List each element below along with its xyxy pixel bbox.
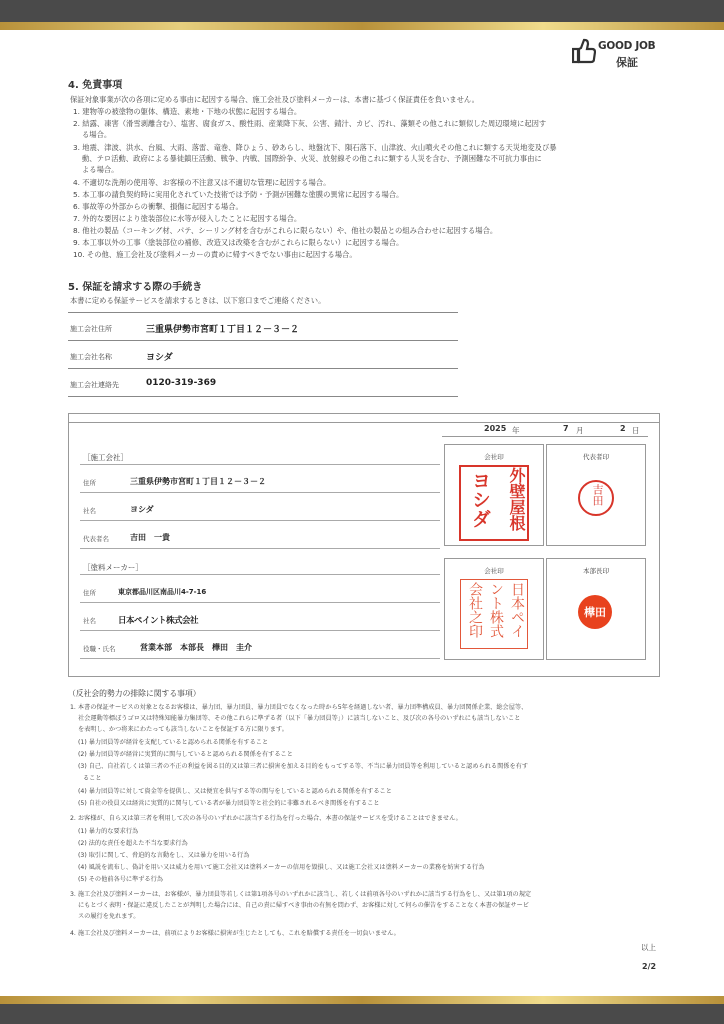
- stamp-text: 日本ペイ: [509, 582, 525, 638]
- divider: [80, 574, 440, 575]
- antisocial-p1: 1. 本書の保証サービスの対象となるお客様は、暴力団、暴力団員、暴力団員でなくなった時から5年を経過しない者、暴力団準構成員、暴力団関係企業、総会屋等、: [70, 704, 528, 711]
- list-item: 6. 事故等の外部からの衝撃、損傷に起因する場合。: [73, 202, 243, 211]
- date-year-unit: 年: [512, 426, 520, 435]
- top-gold-band: [0, 22, 724, 30]
- list-item: (3) 取引に関して、脅迫的な言動をし、又は暴力を用いる行為: [78, 852, 250, 859]
- seal-label: 会社印: [484, 453, 504, 461]
- list-item: 8. 他社の製品（コーキング材、パテ、シーリング材を含むがこれらに限らない）や、他社の製品との組み合わせに起因する場合。: [73, 226, 498, 235]
- list-item: (1) 暴力団員等が経営を支配していると認められる関係を有すること: [78, 739, 269, 746]
- contractor-rep-label: 代表者名: [83, 535, 109, 543]
- divider: [80, 602, 440, 603]
- list-item: 9. 本工事以外の工事（塗装部位の補修、改造又は改築を含むがこれらに限らない）に起因する場合。: [73, 238, 404, 247]
- divider: [68, 312, 458, 313]
- divider: [68, 340, 458, 341]
- antisocial-p3: スの履行を免れます。: [78, 913, 140, 920]
- contact-address-label: 施工会社住所: [70, 325, 112, 333]
- list-item: (4) 暴力団員等に対して資金等を提供し、又は便宜を供与する等の関与をしていると認められる関係を有すること: [78, 788, 392, 795]
- list-item: る場合。: [82, 130, 112, 139]
- contractor-company: ヨシダ: [130, 505, 154, 514]
- top-dark-band: [0, 0, 724, 22]
- maker-company-label: 社名: [83, 617, 96, 625]
- maker-head-seal-box: [546, 558, 646, 660]
- bottom-gold-band: [0, 996, 724, 1004]
- maker-stamp: [460, 579, 528, 649]
- date-year: 2025: [484, 424, 507, 433]
- list-item: (2) 暴力団員等が経営に実質的に関与していると認められる関係を有すること: [78, 751, 293, 758]
- antisocial-p1: 社会運動等標ぼうゴロ又は特殊知能暴力集団等、その他これらに準ずる者（以下「暴力団員等」）に該当しないこと、及び次の各号のいずれにも該当しないこと: [78, 715, 521, 722]
- antisocial-p2: 2. お客様が、自ら又は第三者を利用して次の各号のいずれかに該当する行為を行った場合、本書の保証サービスを受けることはできません。: [70, 815, 462, 822]
- maker-company-seal-box: [444, 558, 544, 660]
- thumbs-up-icon: [572, 38, 596, 64]
- list-item: 2. 結露、凍害（滑雪剥離含む）、塩害、腐食ガス、酸性雨、産業降下灰、公害、錆汁、カビ、汚れ、藻類その他これに類似した周辺環境に起因す: [73, 119, 547, 128]
- list-item: ること: [83, 775, 102, 782]
- stamp-text: ント株式: [488, 582, 504, 638]
- contact-phone: 0120-319-369: [146, 378, 217, 388]
- stamp-text: 外壁屋根: [507, 467, 526, 531]
- maker-title-name: 営業本部 本部長 樺田 圭介: [140, 643, 252, 652]
- antisocial-p3: にもとづく表明・保証に違反したことが判明した場合には、自己の責に帰すべき事由の有無を問わず、お客様に対して何らの催告をすることなく本書の保証サービ: [78, 902, 529, 909]
- contractor-company-label: 社名: [83, 507, 96, 515]
- antisocial-p4: 4. 施工会社及び塗料メーカーは、前項によりお客様に損害が生じたとしても、これを賠償する責任を一切負いません。: [70, 930, 400, 937]
- date-day-unit: 日: [632, 426, 640, 435]
- contractor-rep-seal-box: [546, 444, 646, 546]
- list-item: よる場合。: [82, 165, 119, 174]
- list-item: (4) 風説を流布し、偽計を用い又は威力を用いて施工会社又は塗料メーカーの信用を毀損し、又は施工会社又は塗料メーカーの業務を妨害する行為: [78, 864, 485, 871]
- maker-group-title: ［塗料メーカー］: [83, 563, 143, 572]
- section-4-title: 4. 免責事項: [68, 80, 123, 91]
- divider: [68, 396, 458, 397]
- date-month: 7: [563, 424, 569, 433]
- list-item: 4. 不適切な洗剤の使用等、お客様の不注意又は不適切な管理に起因する場合。: [73, 178, 331, 187]
- list-item: (3) 自己、自社若しくは第三者の不正の利益を図る目的又は第三者に損害を加える目的をもってする等、不当に暴力団員等を利用していると認められる関係を有す: [78, 763, 529, 770]
- page-number: 2/2: [642, 962, 657, 971]
- antisocial-p3: 3. 施工会社及び塗料メーカーは、お客様が、暴力団員等若しくは第1項各号のいずれかに該当し、若しくは前項各号のいずれかに該当する行為をし、又は第1項の規定: [70, 891, 532, 898]
- seal-label: 代表者印: [583, 453, 609, 461]
- end-mark: 以上: [641, 943, 656, 952]
- good-job-logo: [572, 38, 662, 72]
- section-5-title: 5. 保証を請求する際の手続き: [68, 282, 203, 293]
- list-item: (5) 自社の役員又は経営に実質的に関与している者が暴力団員等と社会的に非難されるべき関係を有すること: [78, 800, 380, 807]
- list-item: 1. 建物等の被塗物の躯体、構造、素地・下地の状態に起因する場合。: [73, 107, 302, 116]
- contact-name: ヨシダ: [146, 353, 173, 363]
- stamp-text: ヨシダ: [469, 471, 491, 528]
- list-item: (2) 法的な責任を超えた不当な要求行為: [78, 840, 188, 847]
- contact-address: 三重県伊勢市宮町１丁目１２－３－２: [146, 325, 300, 335]
- maker-title-label: 役職・氏名: [83, 645, 116, 653]
- list-item: 7. 外的な要因により塗装部位に水等が侵入したことに起因する場合。: [73, 214, 302, 223]
- stamp-text: 会社之印: [467, 582, 483, 638]
- list-item: 3. 地震、津波、洪水、台風、大雨、落雷、竜巻、降ひょう、砂あらし、地盤沈下、隕石落下、山津波、火山噴火その他これに類する天災地変及び暴: [73, 143, 557, 152]
- maker-address: 東京都品川区南品川4-7-16: [118, 588, 207, 596]
- date-rule: [442, 436, 648, 437]
- contractor-company-seal-box: [444, 444, 544, 546]
- antisocial-title: （反社会的勢力の排除に関する事項）: [68, 689, 201, 698]
- divider: [80, 658, 440, 659]
- list-item: 10. その他、施工会社及び塗料メーカーの責めに帰すべきでない事由に起因する場合。: [73, 250, 357, 259]
- list-item: 動、テロ活動、政府による暴徒鎮圧活動、戦争、内戦、国際紛争、火災、放射線その他これに類する人災を含む、予測困難な不可抗力事由に: [82, 154, 542, 163]
- logo-text: GOOD JOB: [598, 40, 656, 52]
- head-stamp: [578, 595, 612, 629]
- contractor-group-title: ［施工会社］: [83, 453, 128, 462]
- seal-label: 本部長印: [583, 567, 609, 575]
- rep-stamp: [578, 480, 614, 516]
- list-item: (1) 暴力的な要求行為: [78, 828, 139, 835]
- stamp-text: 樺田: [584, 606, 606, 619]
- divider: [80, 548, 440, 549]
- divider: [68, 368, 458, 369]
- date-month-unit: 月: [576, 426, 584, 435]
- section-4-intro: 保証対象事業が次の各項に定める事由に起因する場合、施工会社及び塗料メーカーは、本書に基づく保証責任を負いません。: [70, 95, 479, 104]
- list-item: (5) その他前各号に準ずる行為: [78, 876, 163, 883]
- divider: [80, 492, 440, 493]
- logo-subtext: 保証: [616, 56, 638, 69]
- contact-name-label: 施工会社名称: [70, 353, 112, 361]
- contractor-address: 三重県伊勢市宮町１丁目１２－３－２: [130, 477, 266, 486]
- divider: [80, 520, 440, 521]
- company-stamp: [459, 465, 529, 541]
- contact-phone-label: 施工会社連絡先: [70, 381, 119, 389]
- maker-address-label: 住所: [83, 589, 96, 597]
- divider: [80, 464, 440, 465]
- bottom-dark-band: [0, 1004, 724, 1024]
- divider: [80, 630, 440, 631]
- list-item: 5. 本工事の請負契約時に実用化されていた技術では予防・予測が困難な塗膜の異常に起因する場合。: [73, 190, 404, 199]
- seal-label: 会社印: [484, 567, 504, 575]
- stamp-text: 吉田: [591, 484, 604, 506]
- date-day: 2: [620, 424, 626, 433]
- contractor-address-label: 住所: [83, 479, 96, 487]
- maker-company: 日本ペイント株式会社: [118, 616, 199, 626]
- contractor-rep: 吉田 一貴: [130, 533, 170, 542]
- antisocial-p1: を表明し、かつ将来にわたっても該当しないことを保証する方に限ります。: [78, 726, 288, 733]
- section-5-intro: 本書に定める保証サービスを請求するときは、以下窓口までご連絡ください。: [70, 296, 326, 305]
- box-inner-rule: [68, 422, 660, 423]
